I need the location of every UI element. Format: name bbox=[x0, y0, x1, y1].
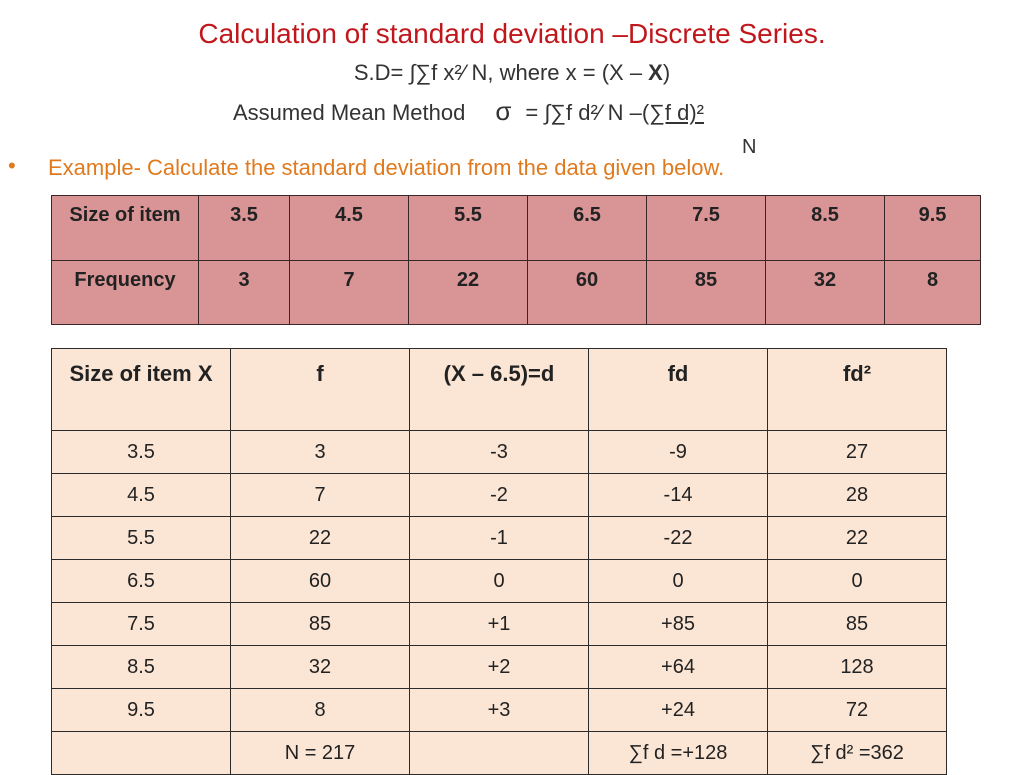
table-row bbox=[52, 431, 947, 474]
table-cell: 4.5 bbox=[52, 474, 231, 517]
table-cell: 85 bbox=[231, 603, 410, 646]
table-row bbox=[52, 646, 947, 689]
table-cell: +64 bbox=[589, 646, 768, 689]
table-cell: 28 bbox=[768, 474, 947, 517]
column-header: Size of item X bbox=[52, 349, 231, 431]
table-row bbox=[52, 603, 947, 646]
table-cell: 9.5 bbox=[52, 689, 231, 732]
table-cell: 32 bbox=[231, 646, 410, 689]
total-fd2: ∑f d² =362 bbox=[768, 732, 947, 775]
table-cell: 85 bbox=[768, 603, 947, 646]
table-cell: -14 bbox=[589, 474, 768, 517]
table-cell: 60 bbox=[231, 560, 410, 603]
slide-title: Calculation of standard deviation –Discrete Series. bbox=[198, 18, 826, 49]
table-cell: 8 bbox=[231, 689, 410, 732]
assumed-mean-label: Assumed Mean Method bbox=[233, 100, 466, 125]
table-cell: -22 bbox=[589, 517, 768, 560]
table-cell: -3 bbox=[410, 431, 589, 474]
table-cell: 5.5 bbox=[409, 196, 528, 261]
table-cell: 128 bbox=[768, 646, 947, 689]
table-cell: -9 bbox=[589, 431, 768, 474]
example-text: Example- Calculate the standard deviation from the data given below. bbox=[48, 155, 725, 180]
assumed-mean-denominator: N bbox=[742, 136, 757, 158]
table-cell: +1 bbox=[410, 603, 589, 646]
table-cell: 3.5 bbox=[199, 196, 290, 261]
table-cell: 32 bbox=[766, 260, 885, 325]
table-cell: -1 bbox=[410, 517, 589, 560]
table-cell: 85 bbox=[647, 260, 766, 325]
sigma-symbol: σ bbox=[495, 96, 512, 126]
table-cell: 8 bbox=[885, 260, 981, 325]
column-header: fd² bbox=[768, 349, 947, 431]
sd-formula bbox=[0, 60, 1024, 86]
table-row bbox=[52, 560, 947, 603]
table-cell: 60 bbox=[528, 260, 647, 325]
table-cell: +24 bbox=[589, 689, 768, 732]
sd-formula-bold: X bbox=[648, 60, 663, 85]
table-cell: 0 bbox=[589, 560, 768, 603]
table-cell: 7 bbox=[231, 474, 410, 517]
row-label: Size of item bbox=[52, 196, 199, 261]
total-n: N = 217 bbox=[231, 732, 410, 775]
table-cell: -2 bbox=[410, 474, 589, 517]
row-label: Frequency bbox=[52, 260, 199, 325]
table-row bbox=[52, 260, 981, 325]
table-cell: 22 bbox=[409, 260, 528, 325]
table-cell: 3 bbox=[199, 260, 290, 325]
table-cell: 7.5 bbox=[647, 196, 766, 261]
table-row bbox=[52, 689, 947, 732]
table-header-row bbox=[52, 349, 947, 431]
table-row bbox=[52, 196, 981, 261]
table-cell: 3.5 bbox=[52, 431, 231, 474]
table-cell: 6.5 bbox=[52, 560, 231, 603]
table-cell: +85 bbox=[589, 603, 768, 646]
table-cell: 22 bbox=[231, 517, 410, 560]
table-cell: 6.5 bbox=[528, 196, 647, 261]
table-cell: 0 bbox=[410, 560, 589, 603]
table-cell: 22 bbox=[768, 517, 947, 560]
table-cell: 3 bbox=[231, 431, 410, 474]
table-cell: +3 bbox=[410, 689, 589, 732]
table-cell: 7 bbox=[290, 260, 409, 325]
table-cell: 72 bbox=[768, 689, 947, 732]
table-cell: 7.5 bbox=[52, 603, 231, 646]
assumed-mean-numerator: ∑f d)² bbox=[649, 100, 704, 125]
sd-formula-suffix: ) bbox=[662, 60, 671, 85]
column-header: f bbox=[231, 349, 410, 431]
table-row bbox=[52, 517, 947, 560]
table-cell bbox=[410, 732, 589, 775]
given-data-table bbox=[51, 195, 981, 325]
table-cell: 8.5 bbox=[766, 196, 885, 261]
totals-row bbox=[52, 732, 947, 775]
calculation-table bbox=[51, 348, 947, 775]
table-cell: 8.5 bbox=[52, 646, 231, 689]
column-header: fd bbox=[589, 349, 768, 431]
table-cell: 27 bbox=[768, 431, 947, 474]
column-header: (X – 6.5)=d bbox=[410, 349, 589, 431]
bullet-icon: • bbox=[8, 153, 16, 178]
table-cell: 5.5 bbox=[52, 517, 231, 560]
table-cell bbox=[52, 732, 231, 775]
sd-formula-prefix: S.D= ∫∑f x²⁄ N, where x = (X – bbox=[353, 60, 649, 85]
table-row bbox=[52, 474, 947, 517]
assumed-mean-expr: = ∫∑f d²⁄ N –( bbox=[525, 100, 650, 125]
total-fd: ∑f d =+128 bbox=[589, 732, 768, 775]
table-cell: +2 bbox=[410, 646, 589, 689]
assumed-mean-formula bbox=[233, 96, 704, 127]
table-cell: 9.5 bbox=[885, 196, 981, 261]
table-cell: 4.5 bbox=[290, 196, 409, 261]
table-cell: 0 bbox=[768, 560, 947, 603]
